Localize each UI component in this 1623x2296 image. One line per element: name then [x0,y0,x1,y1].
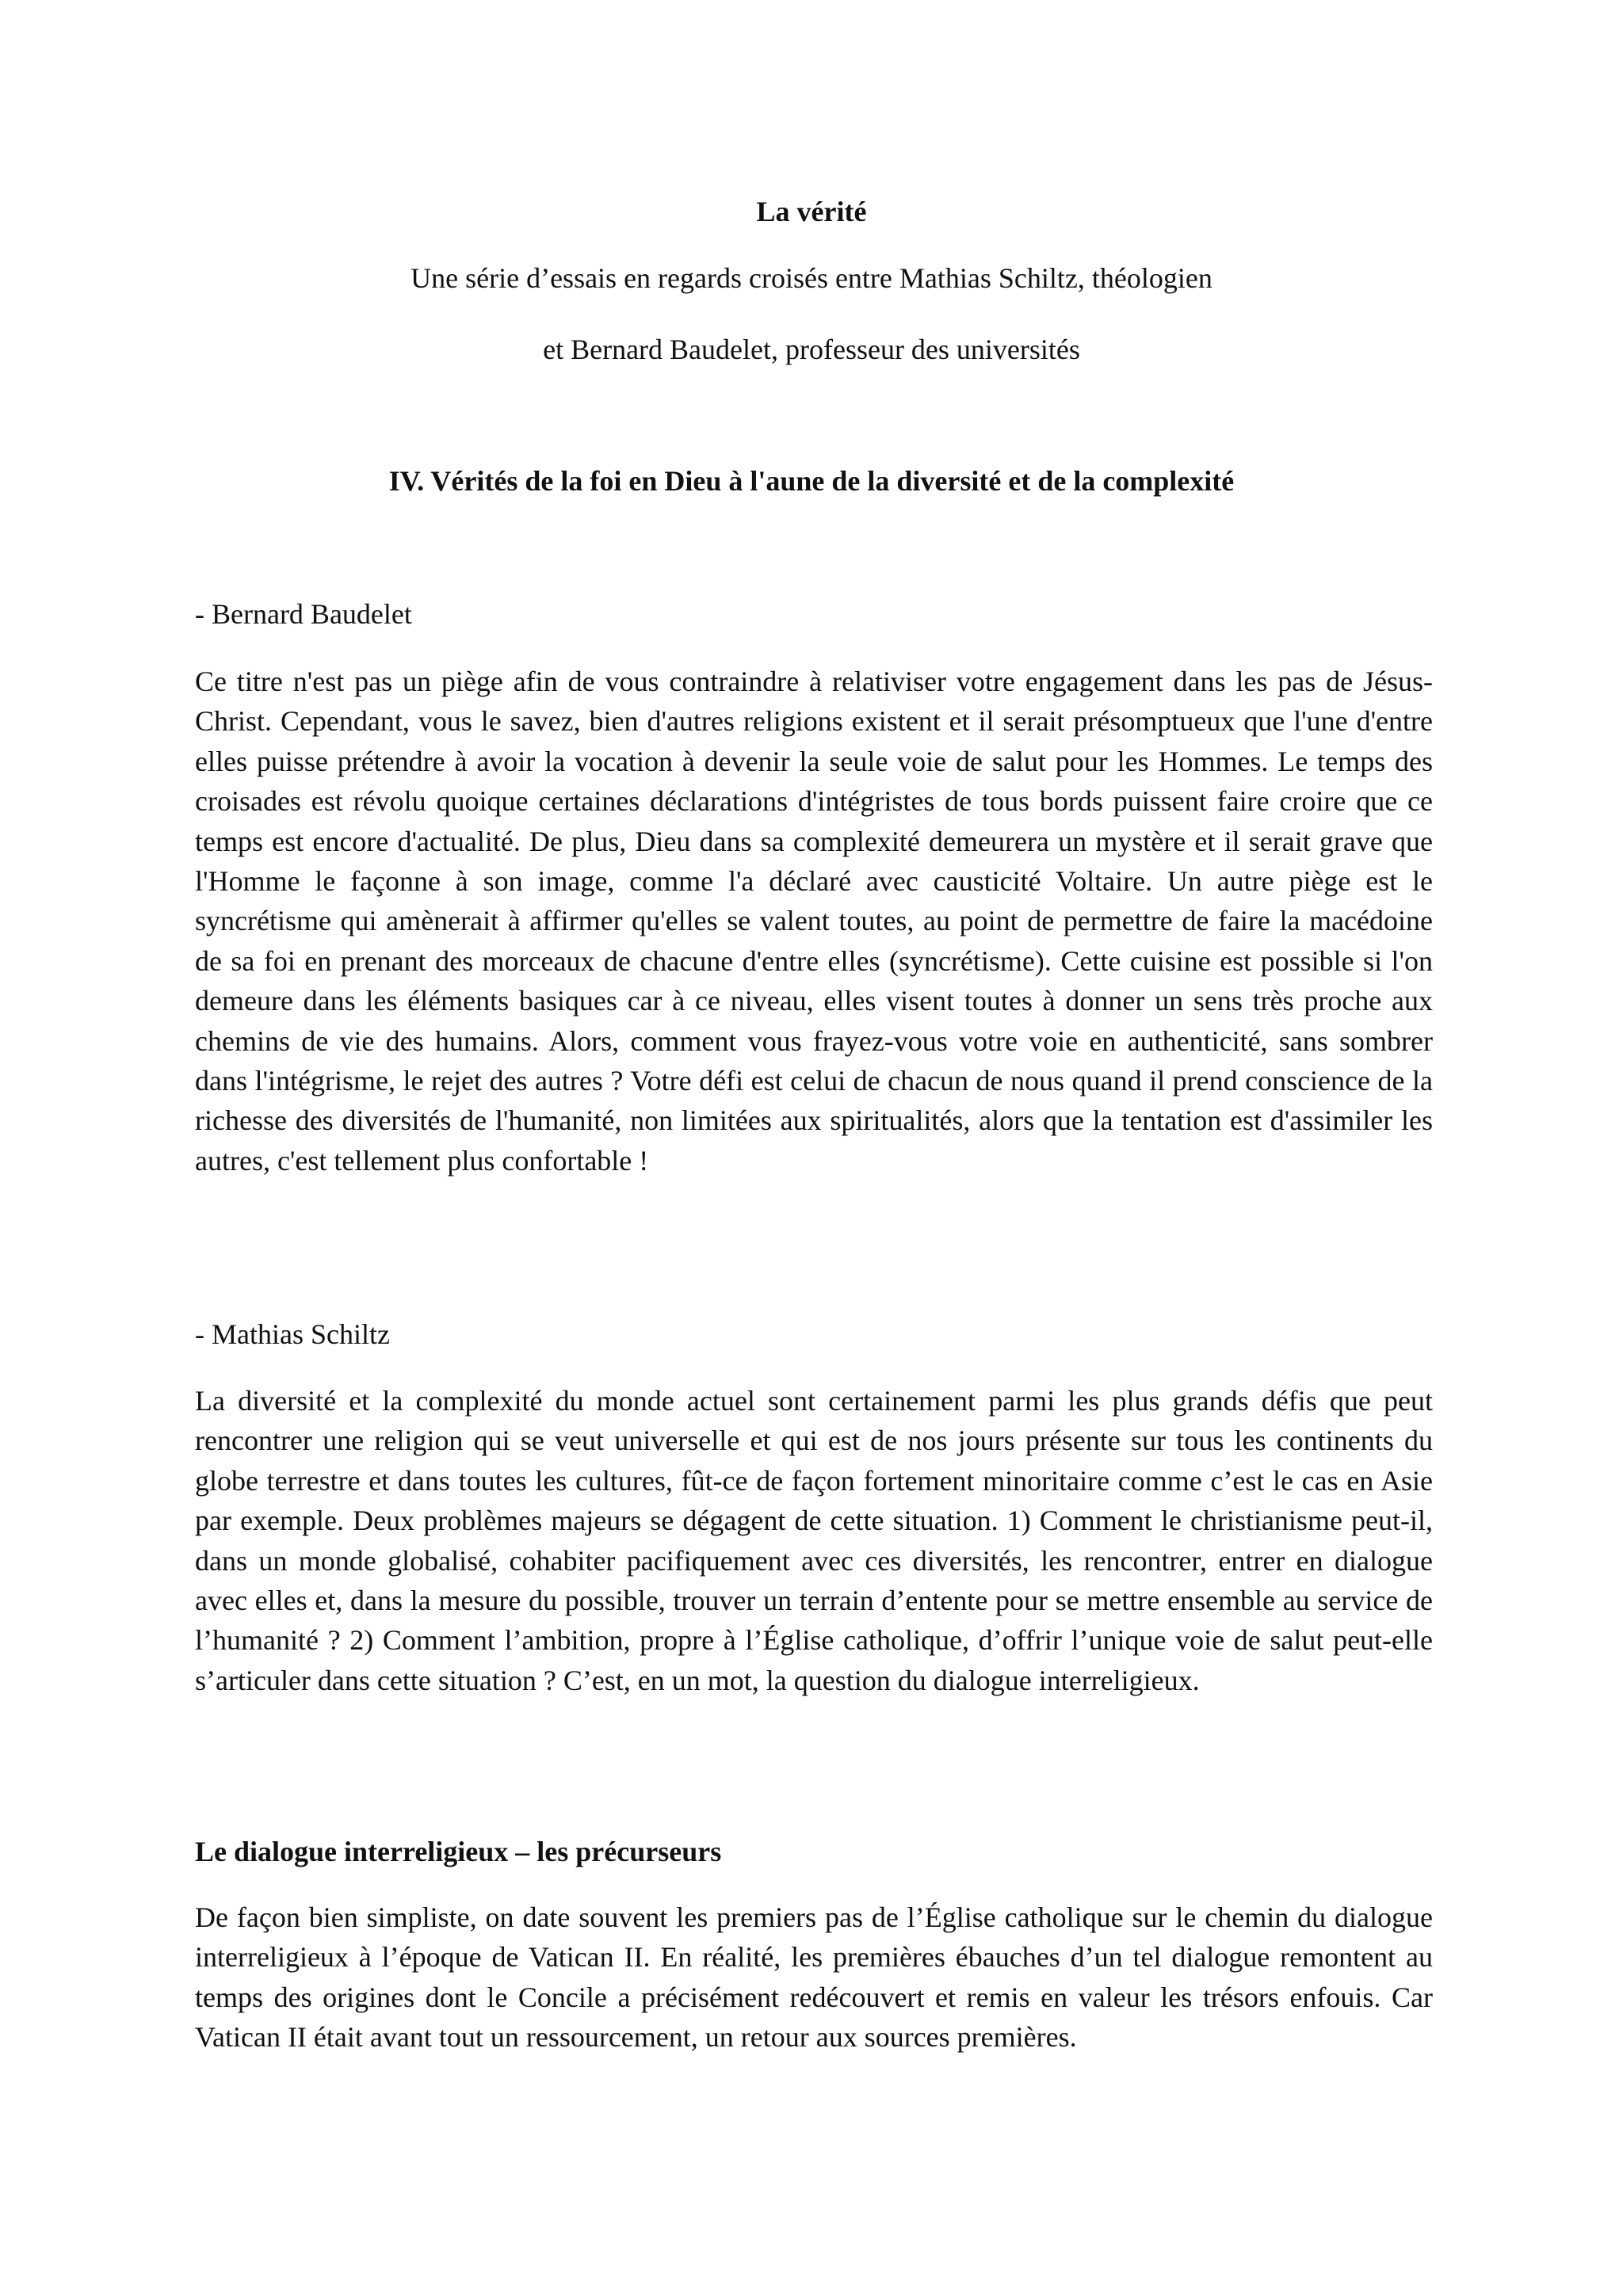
section-heading: IV. Vérités de la foi en Dieu à l'aune de la diversité et de la complexité [388,465,1235,497]
subtitle-line-1: Une série d’essais en regards croisés entre Mathias Schiltz, théologien [411,262,1212,294]
speaker-bernard-baudelet: - Bernard Baudelet [195,598,412,630]
subtitle-line-2: et Bernard Baudelet, professeur des universités [543,334,1080,365]
subheading-dialogue: Le dialogue interreligieux – les précurseurs [195,1836,722,1867]
paragraph-dialogue: De façon bien simpliste, on date souvent les premiers pas de l’Église catholique sur le chemin du dialogue interreligieux à l’époque de Vatican II. En réalité, les premières ébauches d’un tel dialogue remontent au temps des origines dont le Concile a précisément redécouvert et remis en valeur les trésors enfouis. Car Vatican II était avant tout un ressourcement, un retour aux sources premières. [195,1901,1433,2054]
speaker-mathias-schiltz: - Mathias Schiltz [195,1318,390,1350]
paragraph-baudelet: Ce titre n'est pas un piège afin de vous contraindre à relativiser votre engagement dans les pas de Jésus-Christ. Cependant, vous le savez, bien d'autres religions existent et il serait présomptueux que l'une d'entre elles puisse prétendre à avoir la vocation à devenir la seule voie de salut pour les Hommes. Le temps des croisades est révolu quoique certaines déclarations d'intégristes de tous bords puissent faire croire que ce temps est encore d'actualité. De plus, Dieu dans sa complexité demeurera un mystère et il serait grave que l'Homme le façonne à son image, comme l'a déclaré avec causticité Voltaire. Un autre piège est le syncrétisme qui amènerait à affirmer qu'elles se valent toutes, au point de permettre de faire la macédoine de sa foi en prenant des morceaux de chacune d'entre elles (syncrétisme). Cette cuisine est possible si l'on demeure dans les éléments basiques car à ce niveau, elles visent toutes à donner un sens très proche aux chemins de vie des humains. Alors, comment vous frayez-vous votre voie en authenticité, sans sombrer dans l'intégrisme, le rejet des autres ? Votre défi est celui de chacun de nous quand il prend conscience de la richesse des diversités de l'humanité, non limitées aux spiritualités, alors que la tentation est d'assimiler les autres, c'est tellement plus confortable ! [195,666,1433,1177]
document-title: La vérité [756,196,867,227]
paragraph-schiltz: La diversité et la complexité du monde actuel sont certainement parmi les plus grands défis que peut rencontrer une religion qui se veut universelle et qui est de nos jours présente sur tous les continents du globe terrestre et dans toutes les cultures, fût-ce de façon fortement minoritaire comme c’est le cas en Asie par exemple. Deux problèmes majeurs se dégagent de cette situation. 1) Comment le christianisme peut-il, dans un monde globalisé, cohabiter pacifiquement avec ces diversités, les rencontrer, entrer en dialogue avec elles et, dans la mesure du possible, trouver un terrain d’entente pour se mettre ensemble au service de l’humanité ? 2) Comment l’ambition, propre à l’Église catholique, d’offrir l’unique voie de salut peut-elle s’articuler dans cette situation ? C’est, en un mot, la question du dialogue interreligieux. [195,1385,1433,1696]
